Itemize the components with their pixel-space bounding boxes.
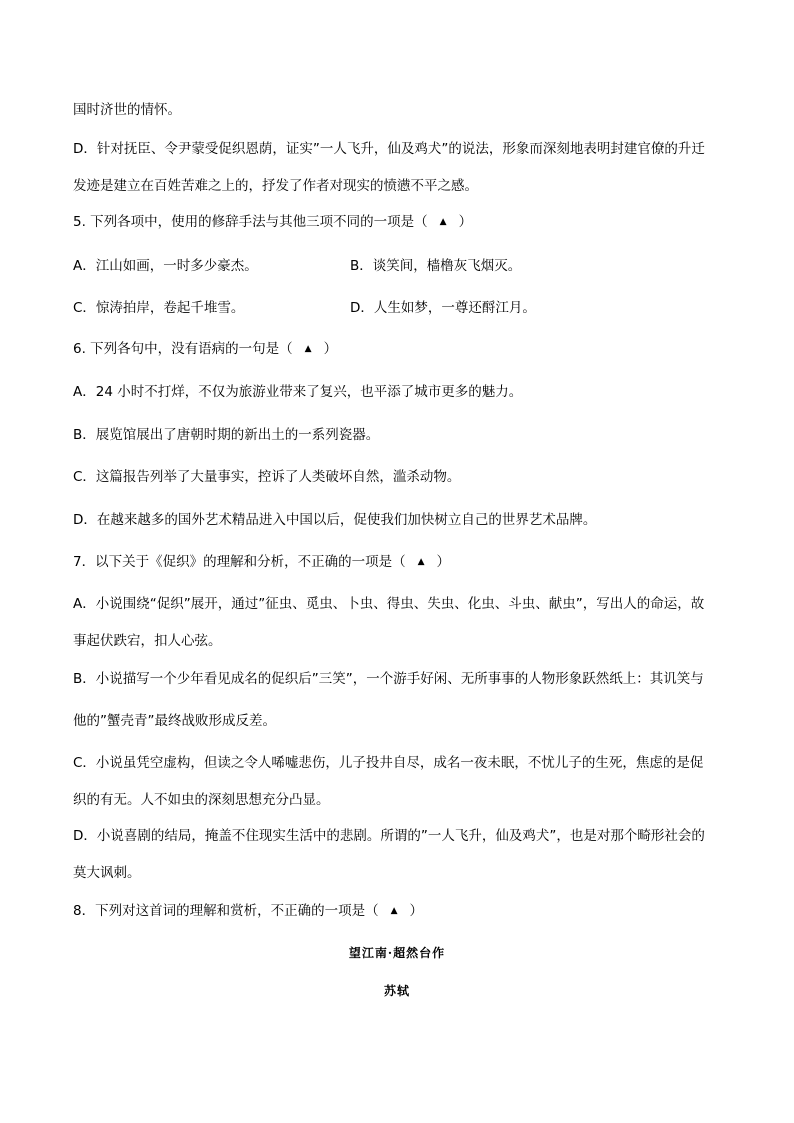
poem-title: 望江南·超然台作: [348, 946, 446, 960]
question-7-option-d-line1: D．小说喜剧的结局，掩盖不住现实生活中的悲剧。所谓的”一人飞升，仙及鸡犬”，也是对那个畸形社会的: [73, 828, 705, 844]
close-paren: ）: [409, 903, 424, 919]
option-d: D．人生如梦，一尊还酹江月。: [350, 300, 536, 316]
question-6-option-b: B．展览馆展出了唐朝时期的新出土的一系列瓷器。: [73, 427, 380, 443]
question-6-stem: 6. 下列各句中，没有语病的一句是（: [73, 341, 293, 357]
question-6-option-a: A．24 小时不打烊，不仅为旅游业带来了复兴，也平添了城市更多的魅力。: [73, 384, 523, 400]
poem-author: 苏轼: [383, 984, 410, 998]
option-b: B．谈笑间，樯橹灰飞烟灭。: [350, 258, 522, 274]
question-7-option-c-line1: C．小说虽凭空虚构，但读之令人唏嘘悲伤，儿子投井自尽，成名一夜未眠，不忧儿子的生死，焦虑的是促: [73, 755, 704, 771]
answer-blank-marker: ▲: [304, 344, 312, 354]
question-5-options-row1: [73, 256, 728, 276]
question-5-options-row2: [73, 298, 728, 318]
question-7-option-c-line2: 织的有无。人不如虫的深刻思想充分凸显。: [73, 792, 330, 808]
question-6: [73, 339, 728, 359]
question-7-option-a-line2: 事起伏跌宕，扣人心弦。: [73, 633, 222, 649]
question-7-option-d-line2: 莫大讽刺。: [73, 865, 141, 881]
question-8-stem: 8．下列对这首词的理解和赏析，不正确的一项是（: [73, 903, 379, 919]
question-7: [73, 552, 728, 572]
option-a: A．江山如画，一时多少豪杰。: [73, 258, 258, 274]
answer-blank-marker: ▲: [390, 906, 398, 916]
answer-blank-marker: ▲: [439, 217, 447, 227]
option-c: C．惊涛拍岸，卷起千堆雪。: [73, 300, 245, 316]
question-6-option-c: C．这篇报告列举了大量事实，控诉了人类破坏自然，滥杀动物。: [73, 469, 461, 485]
answer-blank-marker: ▲: [417, 557, 425, 567]
question-6-option-d: D．在越来越多的国外艺术精品进入中国以后，促使我们加快树立自己的世界艺术品牌。: [73, 512, 597, 528]
question-5-stem: 5. 下列各项中，使用的修辞手法与其他三项不同的一项是（: [73, 214, 428, 230]
question-5: [73, 212, 728, 232]
question-7-option-b-line2: 他的”蟹壳青”最终战败形成反差。: [73, 713, 276, 729]
text-line: 国时济世的情怀。: [73, 102, 181, 118]
close-paren: ）: [458, 214, 473, 230]
question-7-option-b-line1: B．小说描写一个少年看见成名的促织后”三笑”，一个游手好闲、无所事事的人物形象跃然纸上：其讥笑与: [73, 671, 704, 687]
close-paren: ）: [323, 341, 338, 357]
close-paren: ）: [436, 554, 451, 570]
question-7-option-a-line1: A．小说围绕“促织”展开，通过”征虫、觅虫、卜虫、得虫、失虫、化虫、斗虫、献虫”，写出人的命运，故: [73, 596, 705, 612]
question-7-stem: 7．以下关于《促织》的理解和分析，不正确的一项是（: [73, 554, 406, 570]
question-8: [73, 901, 728, 921]
option-d-q4-line2: 发迹是建立在百姓苦难之上的，抒发了作者对现实的愤懑不平之感。: [73, 178, 478, 194]
option-d-q4-line1: D．针对抚臣、令尹蒙受促织恩荫，证实”一人飞升，仙及鸡犬”的说法，形象而深刻地表明封建官僚的升迁: [73, 141, 705, 157]
